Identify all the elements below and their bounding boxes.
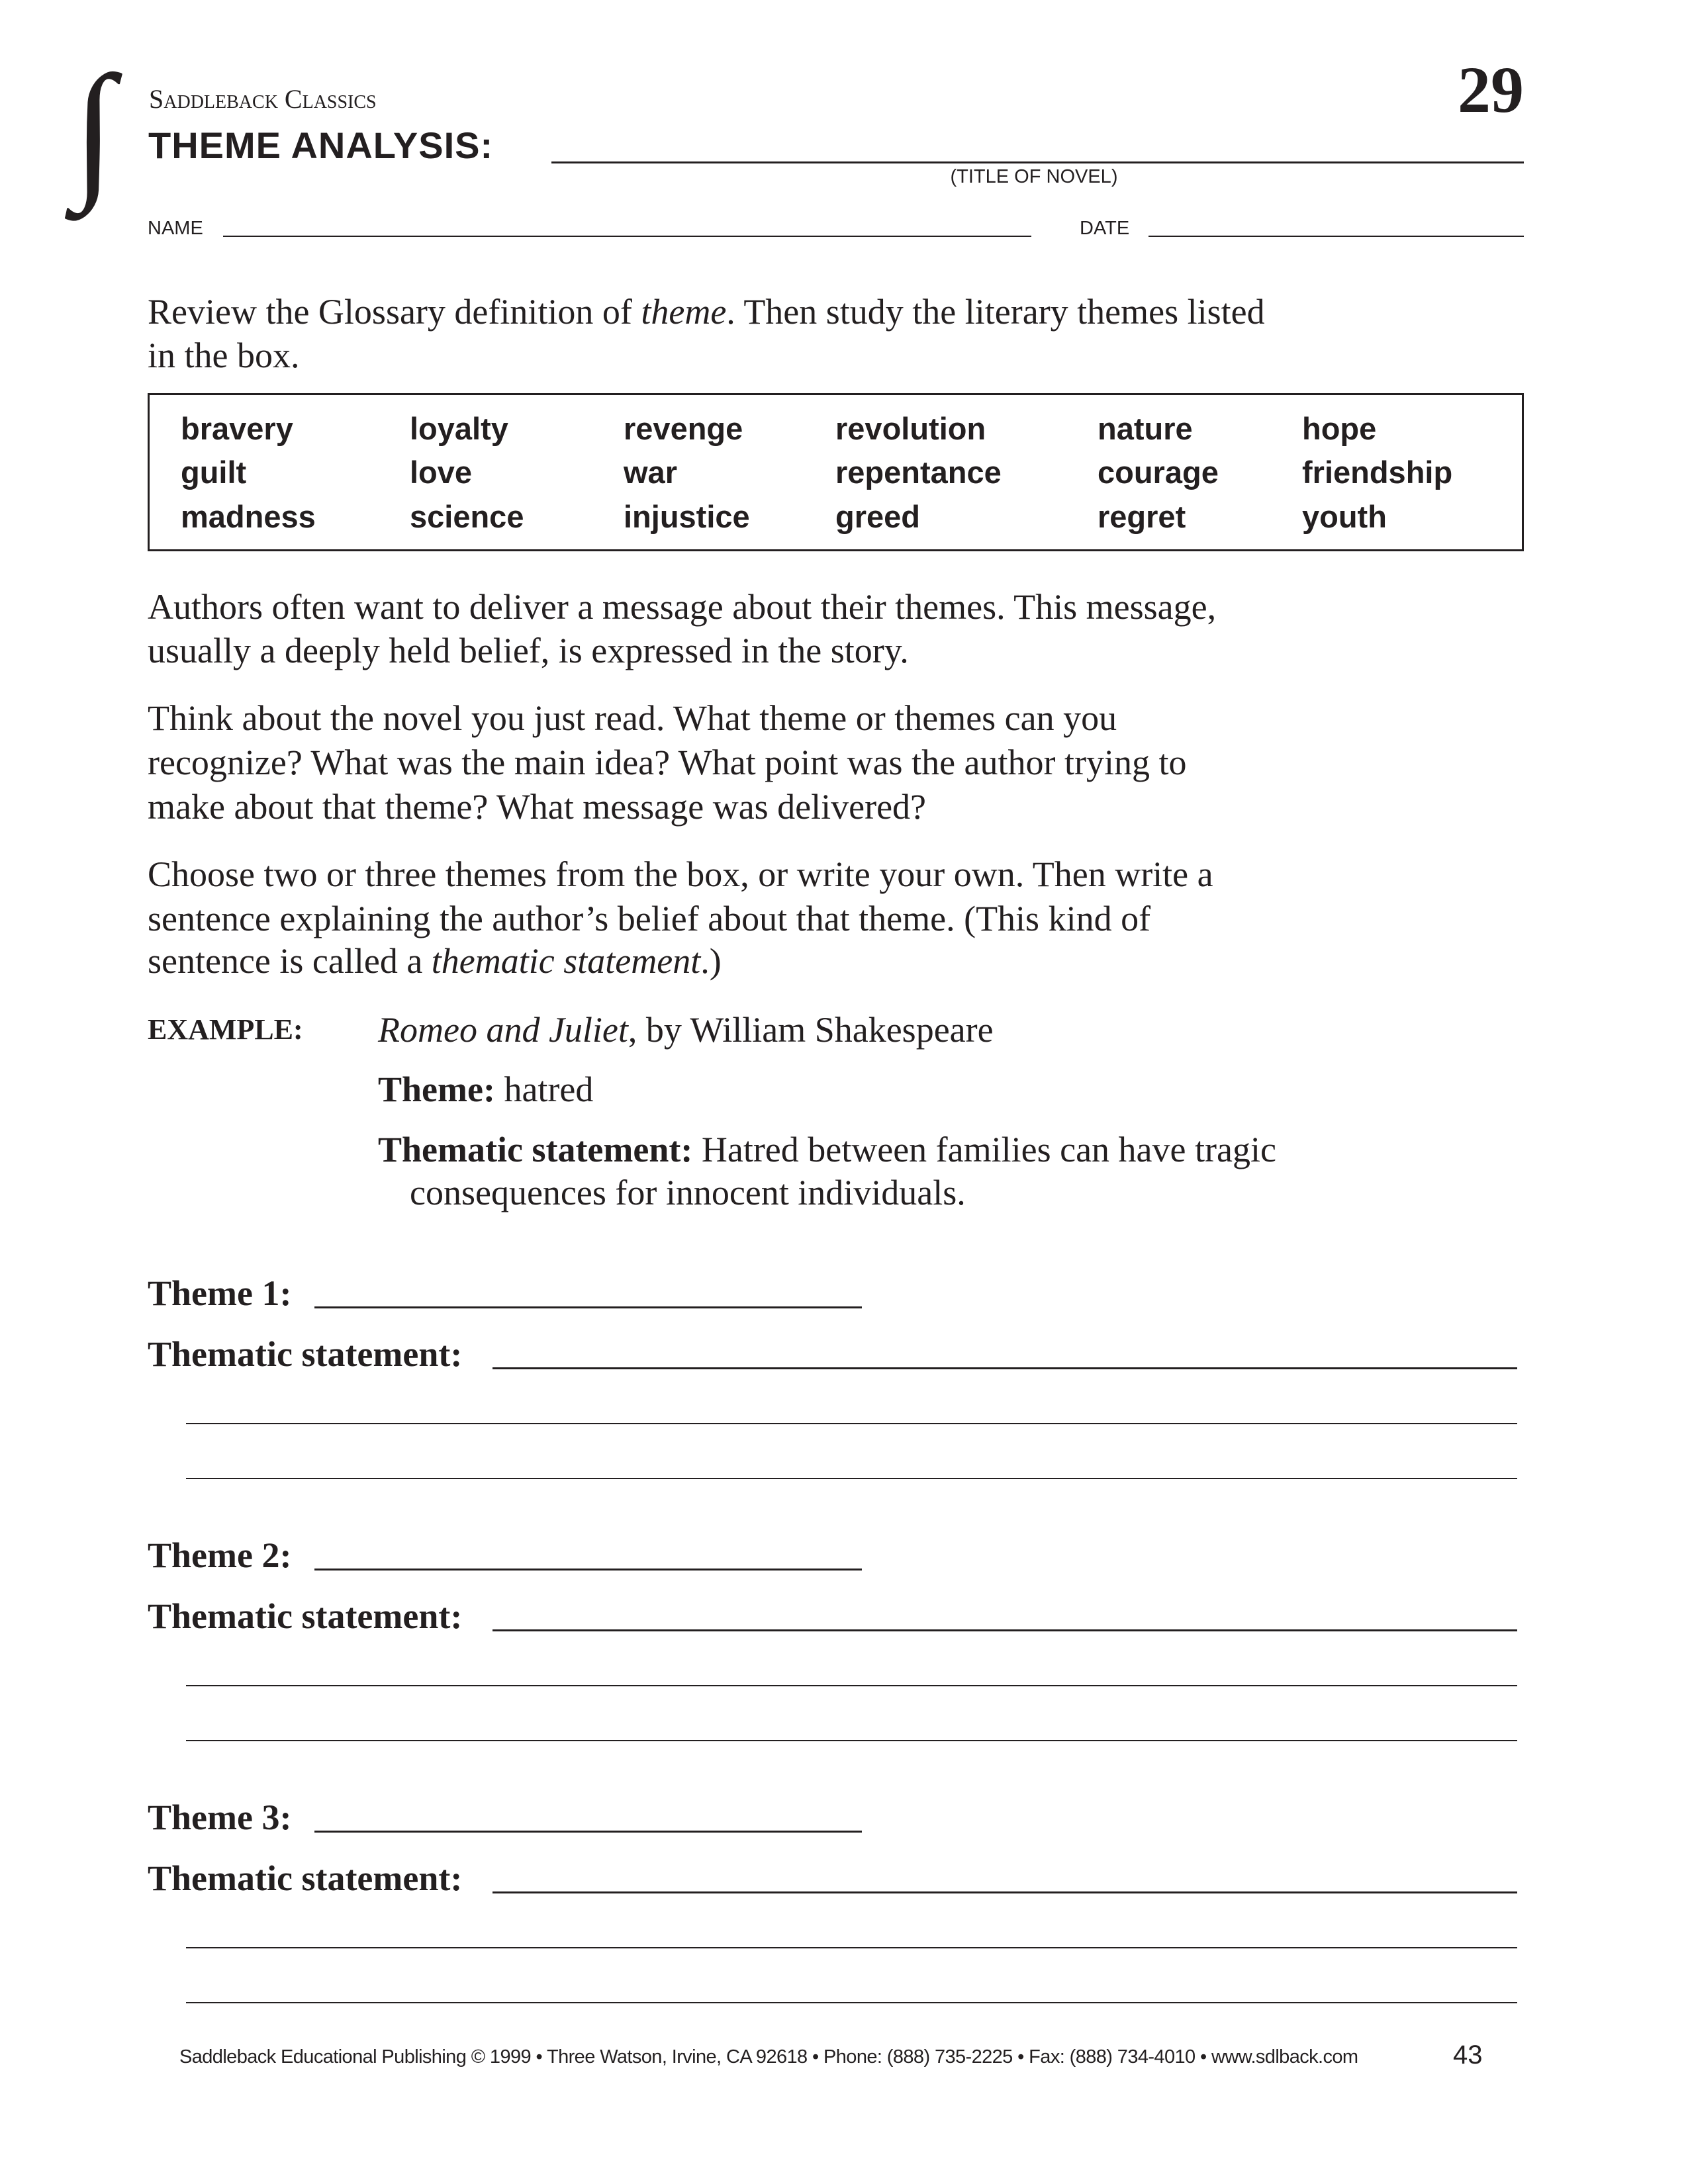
- theme-1-label: Theme 1:: [148, 1273, 292, 1313]
- paragraph-4-line-2: sentence explaining the author’s belief about that theme. (This kind of: [148, 899, 1151, 938]
- activity-number: 29: [1458, 53, 1524, 126]
- example-work: [378, 1008, 994, 1052]
- intro-line-2: in the box.: [148, 336, 300, 375]
- paragraph-emphasis: thematic statement: [431, 941, 701, 981]
- theme-word: revolution: [835, 411, 986, 446]
- theme-1-field[interactable]: [314, 1306, 862, 1308]
- theme-word: regret: [1098, 499, 1186, 534]
- theme-word: injustice: [624, 499, 750, 534]
- paragraph-text: .): [700, 941, 722, 981]
- example-theme-label: Theme:: [378, 1069, 495, 1109]
- theme-word: war: [624, 455, 677, 490]
- paragraph-text: sentence is called a: [148, 941, 432, 981]
- name-label: NAME: [148, 218, 203, 239]
- paragraph-4-line-1: Choose two or three themes from the box, or write your own. Then write a: [148, 854, 1213, 894]
- example-theme-value: hatred: [494, 1069, 594, 1109]
- page-title: THEME ANALYSIS:: [148, 124, 494, 166]
- thematic-statement-2-label: Thematic statement:: [148, 1596, 463, 1636]
- theme-word: youth: [1302, 499, 1387, 534]
- thematic-statement-2-field[interactable]: [492, 1629, 1517, 1631]
- paragraph-3-line-2: recognize? What was the main idea? What point was the author trying to: [148, 743, 1187, 782]
- name-field[interactable]: [223, 236, 1031, 237]
- theme-word: courage: [1098, 455, 1219, 490]
- paragraph-3-line-3: make about that theme? What message was delivered?: [148, 787, 927, 827]
- paragraph-2-line-2: usually a deeply held belief, is expressed in the story.: [148, 631, 909, 670]
- theme-word: repentance: [835, 455, 1002, 490]
- paragraph-2-line-1: Authors often want to deliver a message about their themes. This message,: [148, 587, 1217, 627]
- theme-2-field[interactable]: [314, 1569, 862, 1570]
- theme-word: friendship: [1302, 455, 1453, 490]
- paragraph-3-line-1: Think about the novel you just read. What theme or themes can you: [148, 698, 1117, 738]
- theme-word: science: [410, 499, 524, 534]
- example-statement-continued: consequences for innocent individuals.: [410, 1173, 966, 1212]
- thematic-statement-3-field[interactable]: [492, 1891, 1517, 1893]
- thematic-statement-2-line-2[interactable]: [186, 1685, 1517, 1686]
- date-field[interactable]: [1149, 236, 1524, 237]
- thematic-statement-1-line-2[interactable]: [186, 1423, 1517, 1424]
- thematic-statement-2-line-3[interactable]: [186, 1740, 1517, 1741]
- theme-word: love: [410, 455, 473, 490]
- example-theme: [378, 1068, 593, 1111]
- footer-credit: Saddleback Educational Publishing © 1999 • Three Watson, Irvine, CA 92618 • Phone: (888) 735-2225 • Fax: (888) 734-4010 • www.sdlback.com: [179, 2046, 1358, 2068]
- intro-line-1: [148, 290, 1265, 334]
- thematic-statement-1-field[interactable]: [492, 1367, 1517, 1369]
- theme-word: loyalty: [410, 411, 508, 446]
- theme-2-label: Theme 2:: [148, 1535, 292, 1575]
- page-number: 43: [1453, 2040, 1483, 2070]
- example-statement: [378, 1128, 1276, 1171]
- intro-text: Review the Glossary definition of: [148, 292, 641, 332]
- saddleback-logo-icon: ∫: [73, 44, 115, 213]
- example-statement-text: Hatred between families can have tragic: [692, 1130, 1276, 1169]
- theme-word: guilt: [181, 455, 247, 490]
- paragraph-4-line-3: [148, 939, 722, 983]
- intro-emphasis: theme: [641, 292, 727, 332]
- example-author: , by William Shakespeare: [628, 1010, 994, 1050]
- theme-word: greed: [835, 499, 920, 534]
- thematic-statement-3-line-2[interactable]: [186, 1947, 1517, 1948]
- date-label: DATE: [1080, 218, 1130, 239]
- thematic-statement-1-label: Thematic statement:: [148, 1334, 463, 1374]
- thematic-statement-3-line-3[interactable]: [186, 2002, 1517, 2003]
- thematic-statement-1-line-3[interactable]: [186, 1478, 1517, 1479]
- brand-name: Saddleback Classics: [149, 84, 377, 114]
- theme-word: bravery: [181, 411, 293, 446]
- theme-3-field[interactable]: [314, 1831, 862, 1833]
- theme-word: nature: [1098, 411, 1193, 446]
- example-statement-label: Thematic statement:: [378, 1130, 693, 1169]
- theme-word: hope: [1302, 411, 1377, 446]
- example-title: Romeo and Juliet: [378, 1010, 628, 1050]
- theme-3-label: Theme 3:: [148, 1797, 292, 1837]
- thematic-statement-3-label: Thematic statement:: [148, 1858, 463, 1898]
- theme-word: madness: [181, 499, 316, 534]
- intro-text: . Then study the literary themes listed: [726, 292, 1265, 332]
- theme-word: revenge: [624, 411, 743, 446]
- novel-title-field[interactable]: [551, 161, 1524, 163]
- novel-title-caption: (TITLE OF NOVEL): [950, 166, 1118, 187]
- example-label: EXAMPLE:: [148, 1013, 303, 1046]
